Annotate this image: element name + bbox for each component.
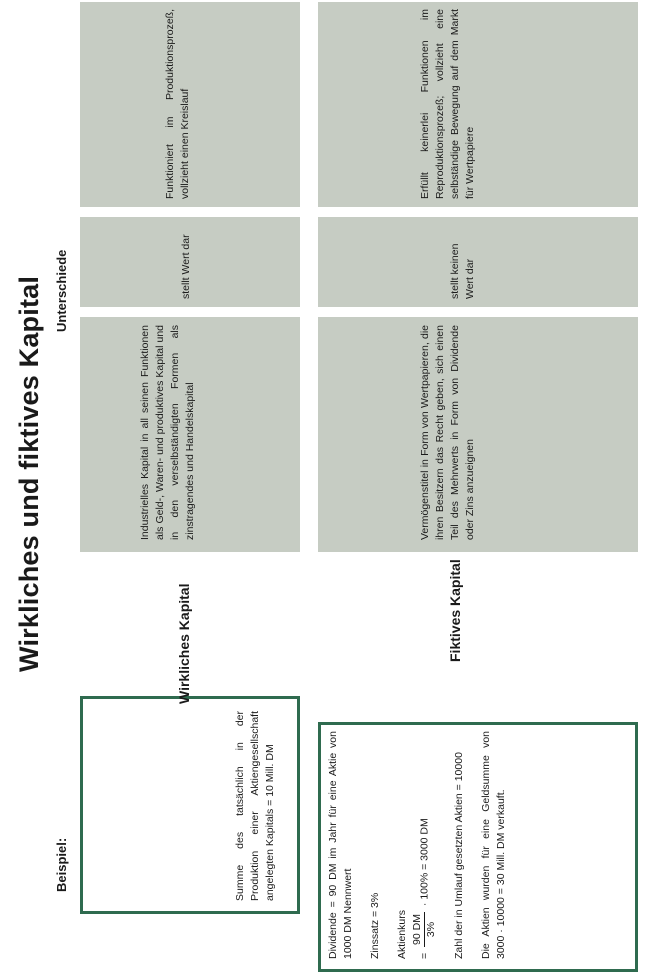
header-differences: Unterschiede	[54, 249, 69, 332]
row-label-fictive: Fiktives Kapital	[447, 559, 463, 662]
definition-cell-real	[80, 317, 300, 552]
function-text-real: Funktioniert im Produktionsprozeß, vollzieht einen Kreislauf	[164, 9, 191, 199]
price-label: Aktienkurs	[396, 909, 408, 959]
function-text-fictive: Erfüllt keinerlei Funktionen im Reproduktionsprozeß; vollzieht eine selbständige Bewegung auf dem Markt für Wertpapiere	[419, 9, 476, 199]
example-calculation-fictive	[326, 731, 509, 959]
value-text-real: stellt Wert dar	[180, 234, 192, 299]
dividend-line: Dividende = 90 DM im Jahr für eine Aktie von 1000 DM Nennwert	[327, 731, 354, 959]
example-box-fictive	[318, 722, 638, 972]
shares-line: Zahl der in Umlauf gesetzten Aktien = 10000	[453, 752, 465, 959]
formula-numerator: 90 DM	[411, 914, 423, 945]
price-formula	[411, 731, 438, 959]
interest-line: Zinssatz = 3%	[369, 892, 381, 959]
example-text-real: Summe des tatsächlich in der Produktion einer Aktiengesellschaft angelegten Kapitals = 10 Mill. DM	[234, 711, 276, 901]
example-box-real	[80, 696, 300, 914]
page-title: Wirkliches und fiktives Kapital	[14, 275, 44, 672]
formula-denominator: 3%	[425, 921, 437, 938]
formula-eq: =	[418, 952, 431, 959]
total-line: Die Aktien wurden für eine Geldsumme von 3000 · 10000 = 30 Mill. DM verkauft.	[480, 731, 507, 959]
value-cell-fictive	[318, 217, 638, 307]
definition-cell-fictive	[318, 317, 638, 552]
formula-rest: · 100% = 3000 DM	[418, 818, 431, 907]
function-cell-fictive	[318, 2, 638, 207]
definition-text-real: Industrielles Kapital in all seinen Funktionen als Geld-, Waren- und produktives Kapital und in den verselbständigten Formen als zinstragendes und Handelskapital	[139, 325, 196, 540]
value-cell-real	[80, 217, 300, 307]
formula-fraction	[411, 912, 438, 947]
header-example: Beispiel:	[54, 837, 69, 892]
value-text-fictive: stellt keinen Wert dar	[449, 243, 476, 299]
row-label-real: Wirkliches Kapital	[176, 583, 192, 704]
definition-text-fictive: Vermögenstitel in Form von Wertpapieren, die ihren Besitzern das Recht geben, sich einen Teil des Mehrwerts in Form von Dividende oder Zins anzueignen	[419, 325, 476, 540]
function-cell-real	[80, 2, 300, 207]
